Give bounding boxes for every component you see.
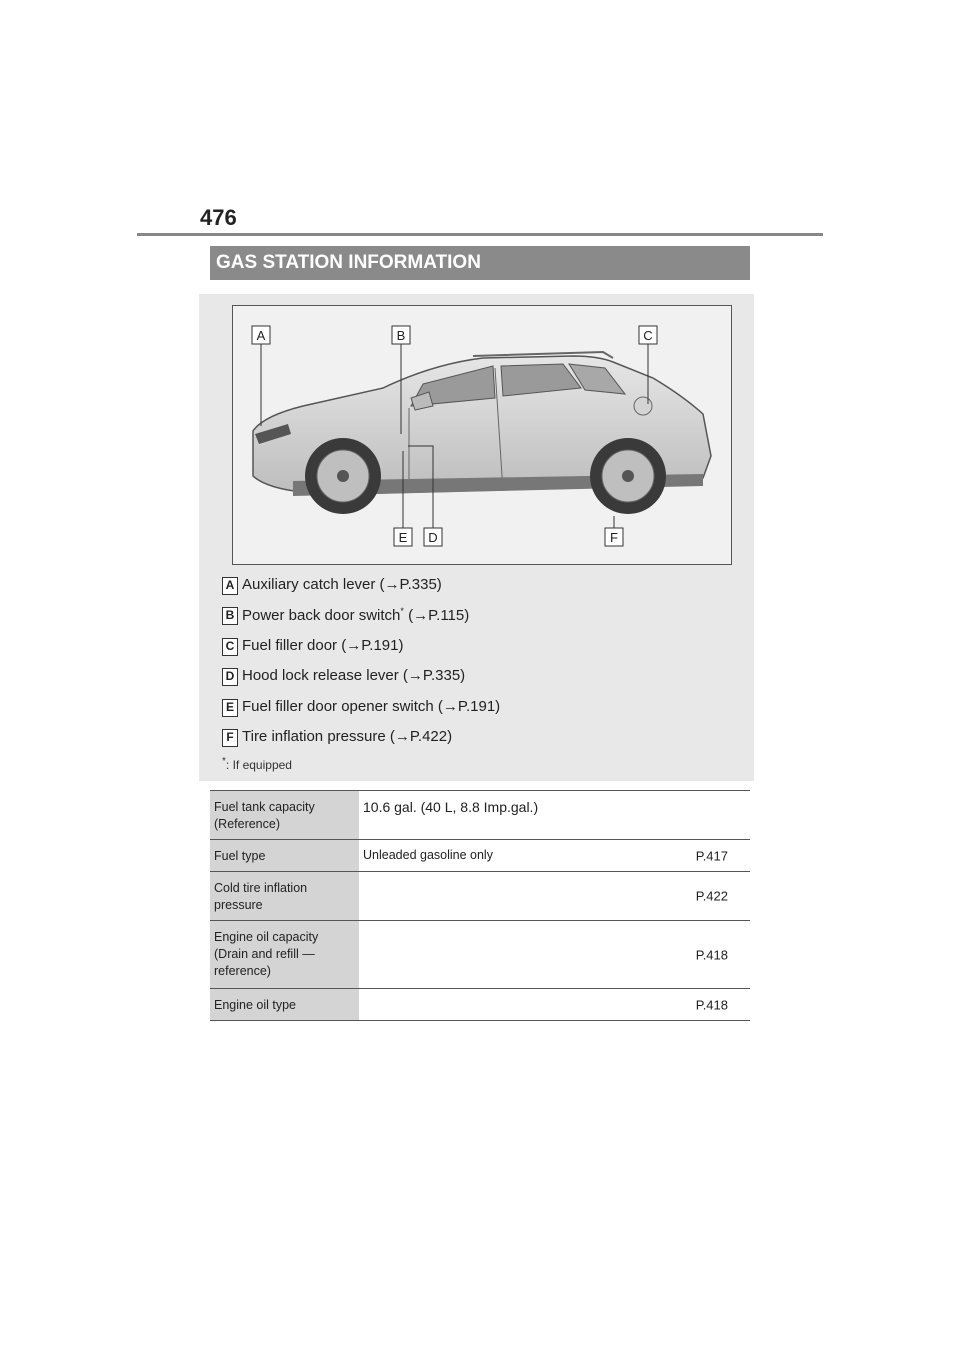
- car-side-view-illustration: [233, 306, 733, 566]
- spec-table: [210, 790, 750, 1021]
- fuel-type-value: Unleaded gasoline only: [363, 848, 493, 862]
- spec-label-tire-pressure: Cold tire inflation pressure: [210, 872, 359, 921]
- legend-letter-a: A: [222, 577, 238, 595]
- legend-text-b-main: Power back door switch: [242, 607, 401, 625]
- legend-text-d: Hood lock release lever (→P.335): [242, 667, 466, 685]
- legend-item-f: [222, 725, 722, 755]
- callout-label-b: B: [396, 328, 406, 343]
- footnote-text: : If equipped: [225, 758, 292, 772]
- legend-list: [222, 573, 722, 755]
- callout-label-c: C: [643, 328, 653, 343]
- oil-type-page-ref: P.418: [695, 997, 728, 1012]
- legend-item-d: [222, 664, 722, 694]
- fuel-filler-door-shape: [634, 397, 652, 415]
- oil-capacity-page-ref: P.418: [695, 947, 728, 962]
- spec-label-oil-type: Engine oil type: [210, 989, 359, 1021]
- table-row: [210, 840, 750, 872]
- legend-text-f: Tire inflation pressure (→P.422): [242, 727, 453, 745]
- spec-value-oil-type: [359, 989, 750, 1021]
- callout-label-d: D: [428, 530, 438, 545]
- legend-letter-d: D: [222, 668, 238, 686]
- legend-text-e: Fuel filler door opener switch (→P.191): [242, 697, 501, 715]
- legend-text-b: [242, 606, 469, 624]
- fuel-tank-capacity-value: 10.6 gal. (40 L, 8.8 Imp.gal.): [363, 799, 539, 815]
- spec-label-fuel-type: Fuel type: [210, 840, 359, 872]
- legend-letter-f: F: [222, 729, 238, 747]
- spec-value-oil-capacity: [359, 921, 750, 989]
- legend-item-b: [222, 603, 722, 633]
- legend-letter-b: B: [222, 607, 238, 625]
- legend-item-a: [222, 573, 722, 603]
- spec-value-fuel-tank: [359, 791, 750, 840]
- legend-letter-e: E: [222, 699, 238, 717]
- table-row: [210, 872, 750, 921]
- vehicle-diagram: [232, 305, 732, 565]
- footnote-marker: *: [400, 606, 404, 617]
- legend-text-a: Auxiliary catch lever (→P.335): [242, 576, 442, 593]
- footnote: [222, 756, 292, 772]
- spec-label-fuel-tank: Fuel tank capacity (Reference): [210, 791, 359, 840]
- legend-item-e: [222, 695, 722, 725]
- fuel-type-page-ref: P.417: [695, 848, 728, 863]
- table-row: [210, 791, 750, 840]
- table-row: [210, 921, 750, 989]
- callout-label-f: F: [610, 530, 618, 545]
- table-row: [210, 989, 750, 1021]
- legend-text-c: Fuel filler door (→P.191): [242, 636, 404, 654]
- tire-pressure-page-ref: P.422: [695, 888, 728, 904]
- legend-text-b-ref: (→P.115): [403, 607, 470, 625]
- spec-value-tire-pressure: [359, 872, 750, 921]
- callout-label-a: A: [256, 328, 266, 343]
- spec-value-fuel-type: [359, 840, 750, 872]
- legend-letter-c: C: [222, 638, 238, 656]
- legend-item-c: [222, 634, 722, 664]
- page-number: 476: [200, 205, 237, 230]
- header-rule: [137, 233, 823, 236]
- section-title: GAS STATION INFORMATION: [210, 246, 750, 280]
- front-wheel: [305, 438, 381, 514]
- footnote-asterisk: *: [222, 756, 226, 767]
- rear-wheel: [590, 438, 666, 514]
- spec-label-oil-capacity: Engine oil capacity (Drain and refill — reference): [210, 921, 359, 989]
- callout-label-e: E: [398, 530, 408, 545]
